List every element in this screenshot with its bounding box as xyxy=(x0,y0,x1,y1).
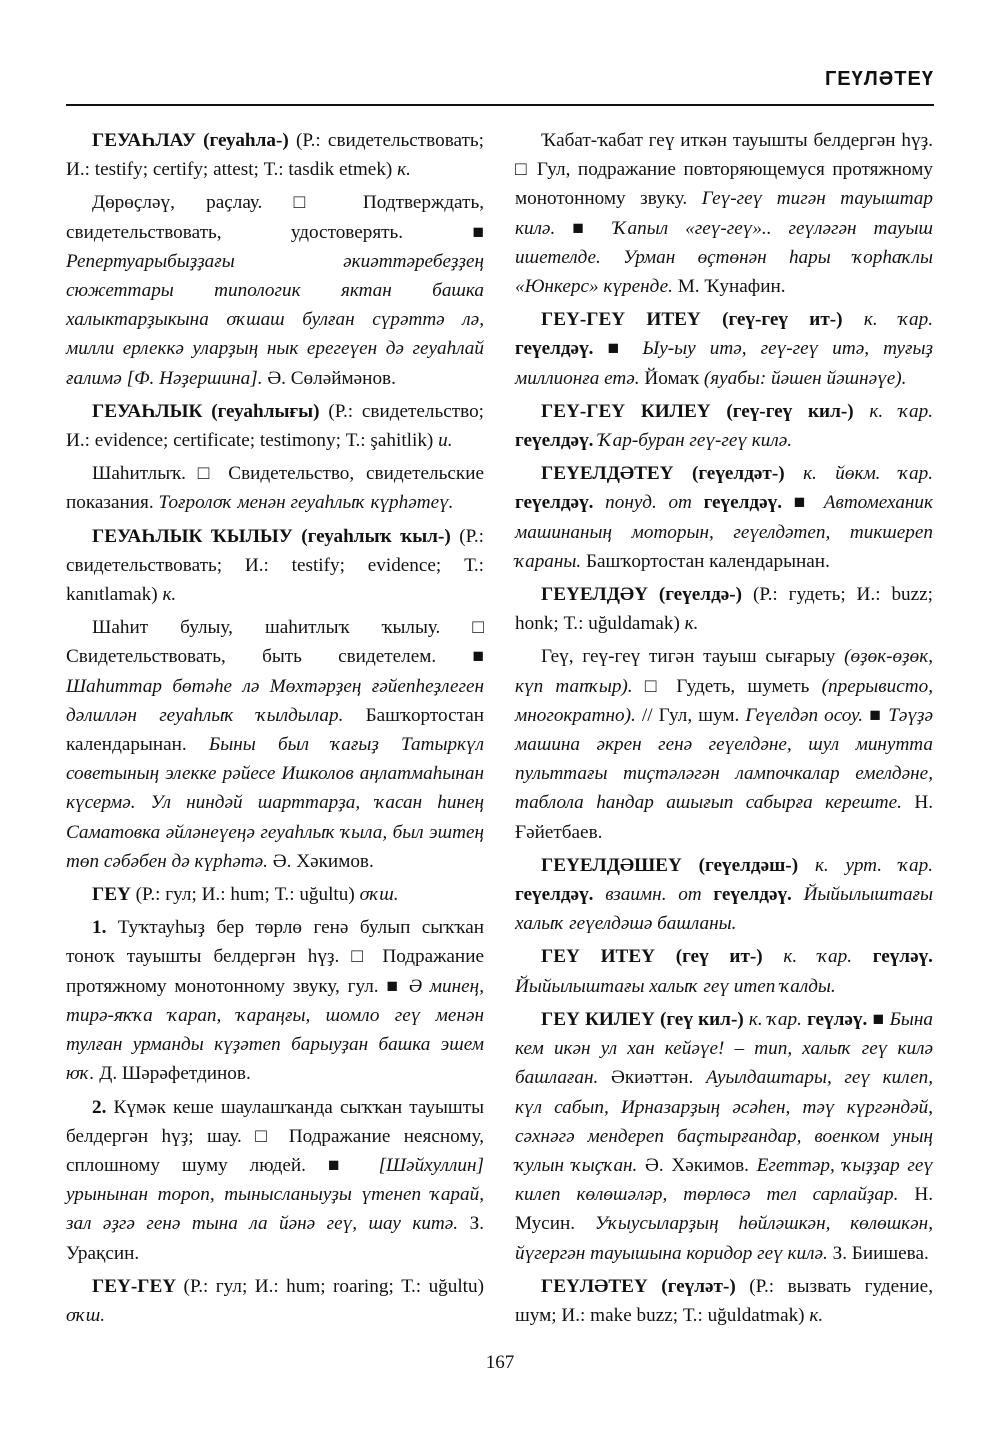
page-number: 167 xyxy=(485,1352,515,1373)
entry-paragraph: ГЕҮЕЛДӘШЕҮ (геүелдәш-) к. урт. ҡар. геүелдәү. взаимн. от геүелдәү. Йыйылыштағы халыҡ геүелдәшә башланы. xyxy=(515,854,934,935)
running-header xyxy=(66,60,934,106)
entry-paragraph: Шаһитлыҡ. □ Свидетельство, свидетельские показания. Тоғролоҡ менән геуаһлыҡ күрһәтеү. xyxy=(66,463,484,514)
entry-paragraph: ГЕҮ (Р.: гул; И.: hum; Т.: uğultu) оҡш. xyxy=(92,884,399,906)
entry-paragraph: 2. Күмәк кеше шаулашҡанда сыҡҡан тауышты белдергән һүҙ; шау. □ Подражание неясному, сплошному шуму людей. ■ [Шәйхуллин] урынынан тороп, тынысланыуҙы үтенеп ҡарай, зал әҙгә генә тына ла йәнә геү, шау китә. З. Урақсин. xyxy=(66,1096,484,1264)
entry-paragraph: ГЕУАҺЛАУ (геуаһла-) (Р.: свидетельствовать; И.: testify; certify; attest; Т.: tasdik etmek) к. xyxy=(66,130,485,181)
left-column xyxy=(66,126,484,1334)
entry-paragraph: Дөрөҫләү, раҫлау. □ Подтверждать, свидетельствовать, удостоверять. ■ Репертуарыбыҙҙағы әкиәттәребеҙҙең сюжеттары типологик яктан башка халыктарҙыкына оҡшаш булған сүрәттә лә, милли ерлеккә уларҙың нык ерегеүен дә геуаһлай ғалимә [Ф. Нәҙершина]. Ә. Сөләймәнов. xyxy=(66,192,484,389)
entry-paragraph: ГЕҮ-ГЕҮ (Р.: гул; И.: hum; roaring; Т.: uğultu) оҡш. xyxy=(66,1275,484,1326)
entry-paragraph: ГЕҮ-ГЕҮ ИТЕҮ (геү-геү ит-) к. ҡар. геүелдәү. ■ Ыу-ыу итә, геү-геү итә, туғыҙ миллионға етә. Йомаҡ (яуабы: йәшен йәшнәүе). xyxy=(515,309,934,389)
entry-paragraph: ГЕҮ-ГЕҮ КИЛЕҮ (геү-геү кил-) к. ҡар. геүелдәү. Ҡар-буран геү-геү килә. xyxy=(515,400,934,452)
entry-paragraph: 1. Туҡтауһыҙ бер төрлө генә булып сыҡҡан тоноҡ тауышты белдергән һүҙ. □ Подражание протяжному монотонному звуку, гул. ■ Ә минең, тирә-яҡҡа ҡарап, ҡараңғы, шомло геү менән тулған урманды күҙәтеп барыуҙан башка эшем юҡ. Д. Шәрәфетдинов. xyxy=(66,917,484,1085)
entry-paragraph: Геү, геү-геү тигән тауыш сығарыу (өҙөк-өҙөк, күп тапҡыр). □ Гудеть, шуметь (прерывисто, многократно). // Гул, шум. Геүелдәп осоу. ■ Тәүҙә машина әкрен генә геүелдәне, шул минутта пульттағы тиҫтәләгән лампочкалар емелдәне, таблола һандар ашығып сабырға кереште. Н. Ғәйетбаев. xyxy=(515,646,934,843)
entry-paragraph: ГЕҮ ИТЕҮ (геү ит-) к. ҡар. геүләү. Йыйылыштағы халыҡ геү итеп ҡалды. xyxy=(515,946,933,997)
entry-paragraph: ГЕҮЕЛДӘҮ (геүелдә-) (Р.: гудеть; И.: buzz; honk; Т.: uğuldamak) к. xyxy=(515,584,933,635)
entry-paragraph: Ҡабат-ҡабат геү иткән тауышты белдергән һүҙ. □ Гул, подражание повторяющемуся протяжному монотонному звуку. Геү-геү тигән тауыштар килә. ■ Ҡапыл «геү-геү».. геүләгән тауыш ишетелде. Урман өҫтөнән һары ҡорһаҡлы «Юнкерс» күренде. М. Ҡунафин. xyxy=(515,130,934,298)
entry-paragraph: ГЕУАҺЛЫК ҠЫЛЫУ (геуаһлыҡ ҡыл-) (Р.: свидетельствовать; И.: testify; evidence; Т.: kanıtlamak) к. xyxy=(66,525,484,606)
entry-paragraph: ГЕҮЕЛДӘТЕҮ (геүелдәт-) к. йөкм. ҡар. геүелдәү. понуд. от геүелдәү. ■ Автомеханик машинаның моторын, геүелдәтеп, тикшереп ҡараны. Башҡортостан календарынан. xyxy=(515,463,934,572)
entry-paragraph: ГЕҮЛӘТЕҮ (геүләт-) (Р.: вызвать гудение, шум; И.: make buzz; Т.: uğuldatmak) к. xyxy=(515,1275,933,1326)
right-column xyxy=(515,126,933,1334)
entry-paragraph: ГЕУАҺЛЫК (геуаһлығы) (Р.: свидетельство; И.: evidence; certificate; testimony; Т.: şahitlik) и. xyxy=(66,400,484,452)
header-title: ГЕҮЛӘТЕҮ xyxy=(824,68,934,90)
entry-paragraph: ГЕҮ КИЛЕҮ (геү кил-) к. ҡар. геүләү. ■ Бына кем икән ул хан кейәүе! – тип, халыҡ геү килә башлаған. Әкиәттән. Ауылдаштары, геү килеп, күл сабып, Ирназарҙың әсәһен, тәү күргәндәй, сәхнәгә мендереп баҫтырғандар, военком уның ҡулын ҡыҫҡан. Ә. Хәкимов. Егеттәр, ҡыҙҙар геү килеп көлөшәләр, төрлөсә тел сарлайҙар. Н. Мусин. Уҡыусыларҙың һөйләшкән, көлөшкән, йүгергән тауышына коридор геү килә. З. Биишева. xyxy=(515,1008,933,1264)
entry-paragraph: Шаһит булыу, шаһитлыҡ ҡылыу. □ Свидетельствовать, быть свидетелем. ■ Шаһиттар бөтәһе лә Мөхтәрҙең ғәйепһеҙлеген дәлиллән геуаһлыҡ ҡылдылар. Башҡортостан календарынан. Быны был ҡағыҙ Татыркүл советының элекке рәйесе Ишколов аңлатмаһынан күсермә. Ул ниндәй шарттарҙа, ҡасан һинең Саматовка әйләнеүеңә геуаһлыҡ ҡыла, был эштең төп сәбәбен дә күрһәтә. Ә. Хәкимов. xyxy=(66,617,484,872)
